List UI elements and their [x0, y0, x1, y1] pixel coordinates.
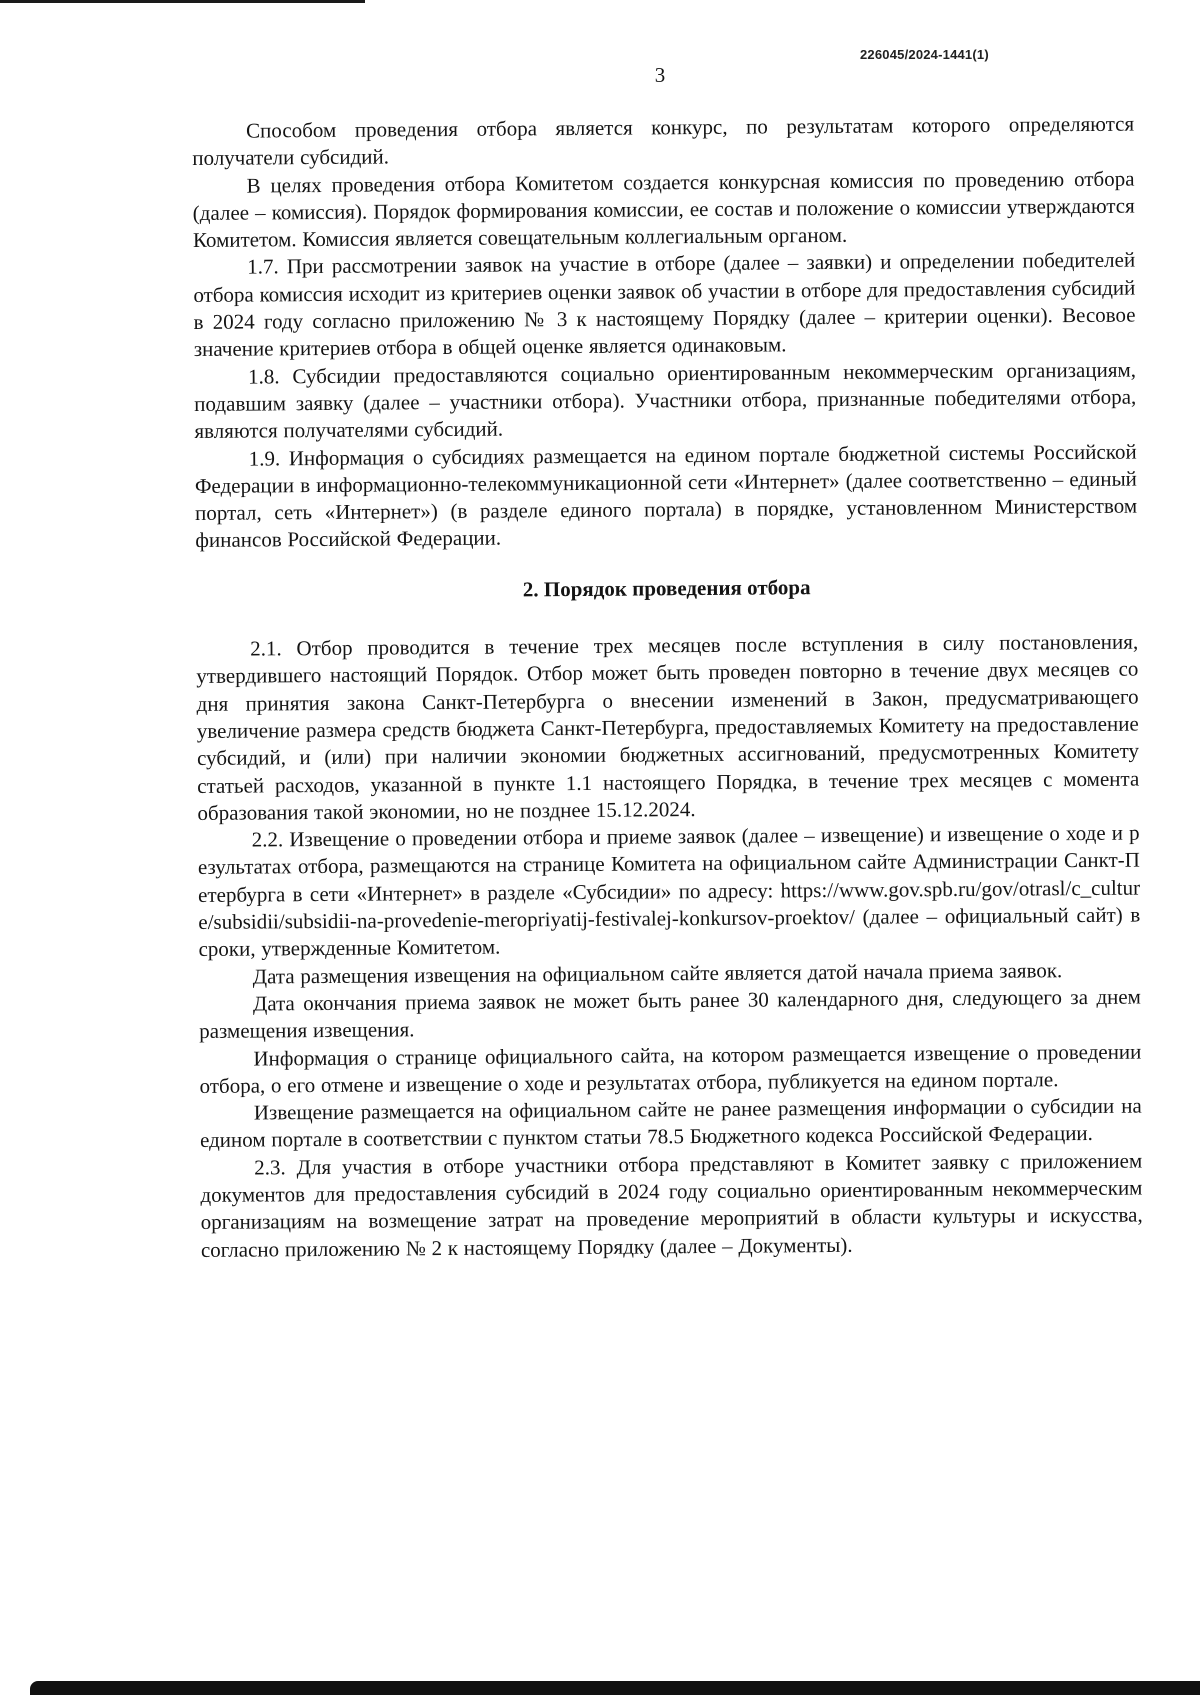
paragraph-end-date: Дата окончания приема заявок не может быть ранее 30 календарного дня, следующего за днем размещения извещения.: [199, 984, 1142, 1044]
scan-border-top: [0, 0, 365, 3]
paragraph-2-1: 2.1. Отбор проводится в течение трех месяцев после вступления в силу постановления, утвердившего настоящий Порядок. Отбор может быть проведен повторно в течение двух месяцев со дня принятия закона Санкт-Петербурга о внесении изменений в Закон, предусматривающего увеличение размера средств бюджета Санкт-Петербурга, предоставляемых Комитету на предоставление субсидий, и (или) при наличии экономии бюджетных ассигнований, предусмотренных Комитету статьей расходов, указанной в пункте 1.1 настоящего Порядка, в течение трех месяцев с момента образования такой экономии, но не позднее 15.12.2024.: [196, 629, 1140, 825]
scan-border-bottom: [30, 1681, 1200, 1695]
paragraph-notice-date: Дата размещения извещения на официальном сайте является датой начала приема заявок.: [252, 957, 1063, 989]
section-heading: 2. Порядок проведения отбора: [522, 574, 811, 602]
paragraph-site-info: Информация о странице официального сайта, на котором размещается извещение о проведении отбора, о его отмене и извещение о ходе и результатах отбора, публикуется на едином портале.: [199, 1039, 1142, 1098]
paragraph-1-8: 1.8. Субсидии предоставляются социально ориентированным некоммерческим организациям, подавшим заявку (далее – участники отбора). Участники отбора, признанные победителями отбора, являются получателями субсидий.: [194, 357, 1137, 444]
paragraph-1-9: 1.9. Информация о субсидиях размещается на едином портале бюджетной системы Российской Федерации в информационно-телекоммуникационной сети «Интернет» (далее соответственно – единый портал, сеть «Интернет») (в разделе единого портала) в порядке, установленном Министерством финансов Российской Федерации.: [194, 439, 1138, 553]
registration-number: 226045/2024-1441(1): [860, 47, 989, 62]
document-body: [192, 111, 1143, 1264]
paragraph-selection-method: Способом проведения отбора является конкурс, по результатам которого определяются получатели субсидий.: [192, 111, 1135, 171]
paragraph-2-3: 2.3. Для участия в отборе участники отбора представляют в Комитет заявку с приложением документов для предоставления субсидий в 2024 году социально ориентированным некоммерческим организациям на возмещение затрат на проведение мероприятий в области культуры и искусства, согласно приложению № 2 к настоящему Порядку (далее – Документы).: [200, 1148, 1143, 1262]
paragraph-1-7: 1.7. При рассмотрении заявок на участие в отборе (далее – заявки) и определении победителей отбора комиссия исходит из критериев оценки заявок об участии в отборе для предоставления субсидий в 2024 году согласно приложению № 3 к настоящему Порядку (далее – критерии оценки). Весовое значение критериев отбора в общей оценке является одинаковым.: [193, 248, 1136, 362]
paragraph-portal-info: Извещение размещается на официальном сайте не ранее размещения информации о субсидии на едином портале в соответствии с пунктом статьи 78.5 Бюджетного кодекса Российской Федерации.: [199, 1093, 1142, 1153]
paragraph-2-2: 2.2. Извещение о проведении отбора и приеме заявок (далее – извещение) и извещение о ходе и результатах отбора, размещаются на странице Комитета на официальном сайте Администрации Санкт-Петербурга в сети «Интернет» в разделе «Субсидии» по адресу: https://www.gov.spb.ru/gov/otrasl/c_culture/subsidii/subsidii-na-provedenie-meropriyatij-festivalej-konkursov-proektov/ (далее – официальный сайт) в сроки, утвержденные Комитетом.: [197, 820, 1141, 962]
page-number: 3: [654, 63, 666, 87]
paragraph-commission: В целях проведения отбора Комитетом создается конкурсная комиссия по проведению отбора (далее – комиссия). Порядок формирования комиссии, ее состав и положение о комиссии утверждаются Комитетом. Комиссия является совещательным коллегиальным органом.: [192, 166, 1135, 253]
